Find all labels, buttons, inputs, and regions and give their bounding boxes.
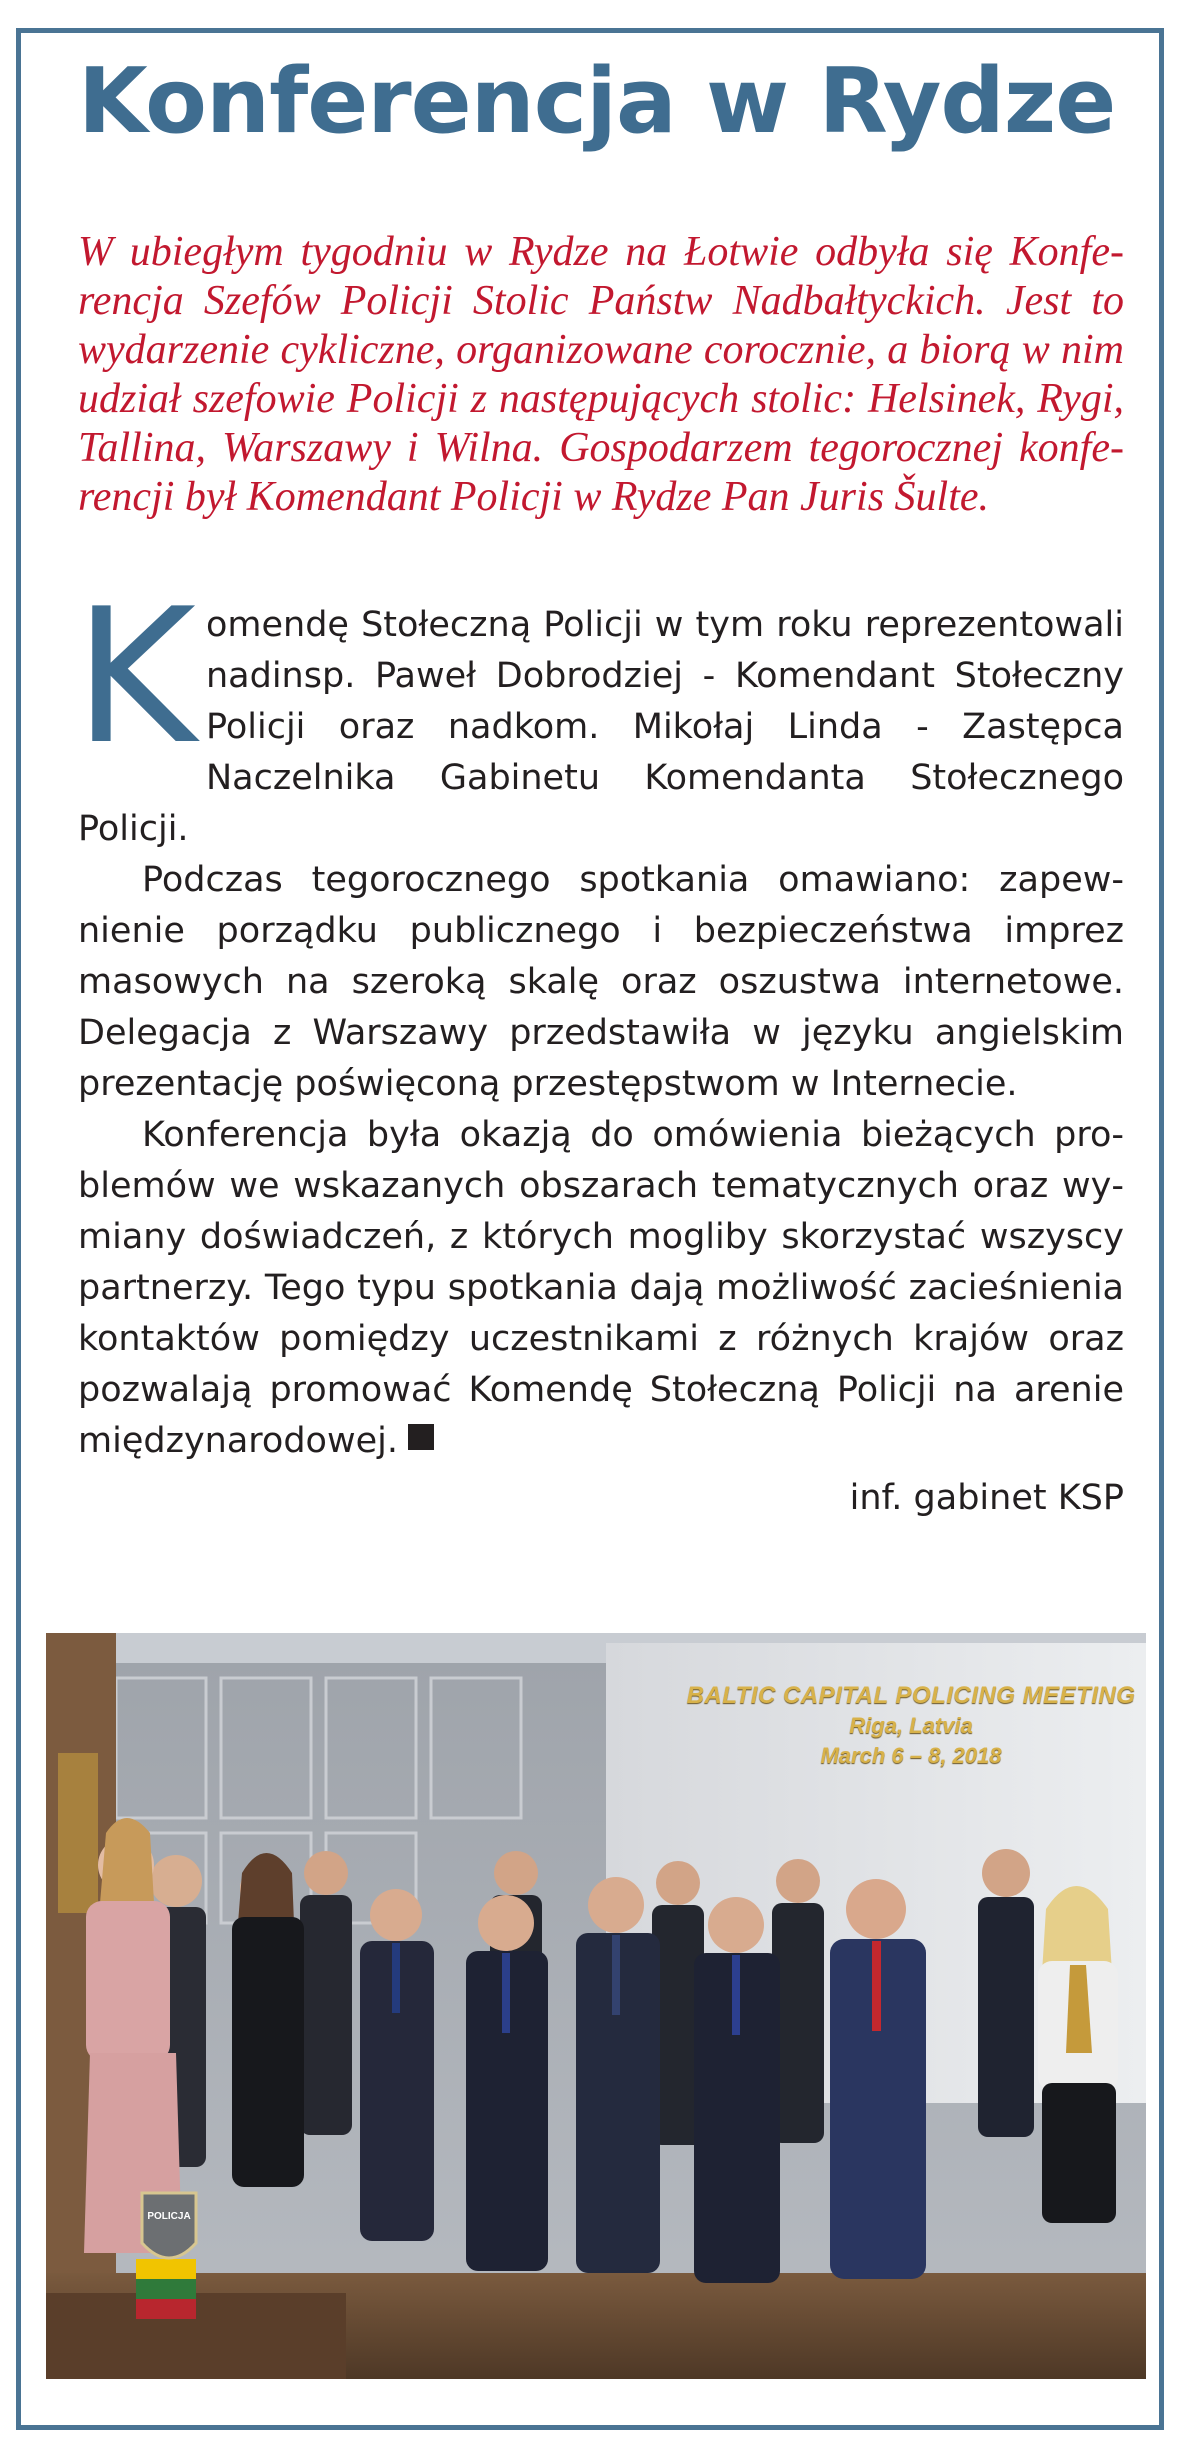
group-photo xyxy=(46,1633,1146,2379)
paragraph-2: Podczas tegorocznego spotkania omawiano: zapewnienie porządku publicznego i bezpieczeństwa imprez masowych na szeroką skalę oraz oszustwa internetowe. Delegacja z Warszawy przedstawiła w języku angielskim prezentację poświęconą przestępstwom w Internecie. xyxy=(78,860,1124,1104)
banner-line-3: March 6 – 8, 2018 xyxy=(820,1743,1002,1768)
banner-line-1: BALTIC CAPITAL POLICING MEETING xyxy=(686,1682,1136,1709)
paragraph-1 xyxy=(74,568,1124,855)
article-title: Konferencja w Rydze xyxy=(78,49,1116,154)
banner-line-2: Riga, Latvia xyxy=(849,1713,973,1738)
police-badge-label: POLICJA xyxy=(147,2211,191,2222)
end-of-article-square-icon xyxy=(408,1424,434,1450)
article-lead: W ubiegłym tygodniu w Rydze na Łotwie odbyła się Konferencja Szefów Policji Stolic Państw Nadbałtyckich. Jest to wydarzenie cykliczne, organizowane corocznie, a biorą w nim udział szefowie Policji z następujących stolic: Helsinek, Rygi, Tallina, Warszawy i Wilna. Gospodarzem tegorocznej konferencji był Komendant Policji w Rydze Pan Juris Šulte. xyxy=(78,229,1124,520)
drop-cap: K xyxy=(74,568,196,785)
conference-banner xyxy=(646,1681,1146,1771)
article-body xyxy=(74,568,1124,1524)
article-byline: inf. gabinet KSP xyxy=(849,1478,1124,1518)
paragraph-1-text: omendę Stołeczną Policji w tym roku reprezentowali nadinsp. Paweł Dobrodziej - Komendant Stołeczny Policji oraz nadkom. Mikołaj Linda - Zastępca Naczelnika Gabinetu Komendanta Stołecznego Policji. xyxy=(78,605,1124,849)
paragraph-3-text: Konferencja była okazją do omówienia bieżących problemów we wskazanych obszarach tematycznych oraz wymiany doświadczeń, z których mogliby skorzystać wszyscy partnerzy. Tego typu spotkania dają możliwość zacieśnienia kontaktów pomiędzy uczestnikami z różnych krajów oraz pozwalają promować Komendę Stołeczną Policji na arenie międzynarodowej. xyxy=(78,1115,1124,1461)
paragraph-3 xyxy=(78,1110,1124,1467)
